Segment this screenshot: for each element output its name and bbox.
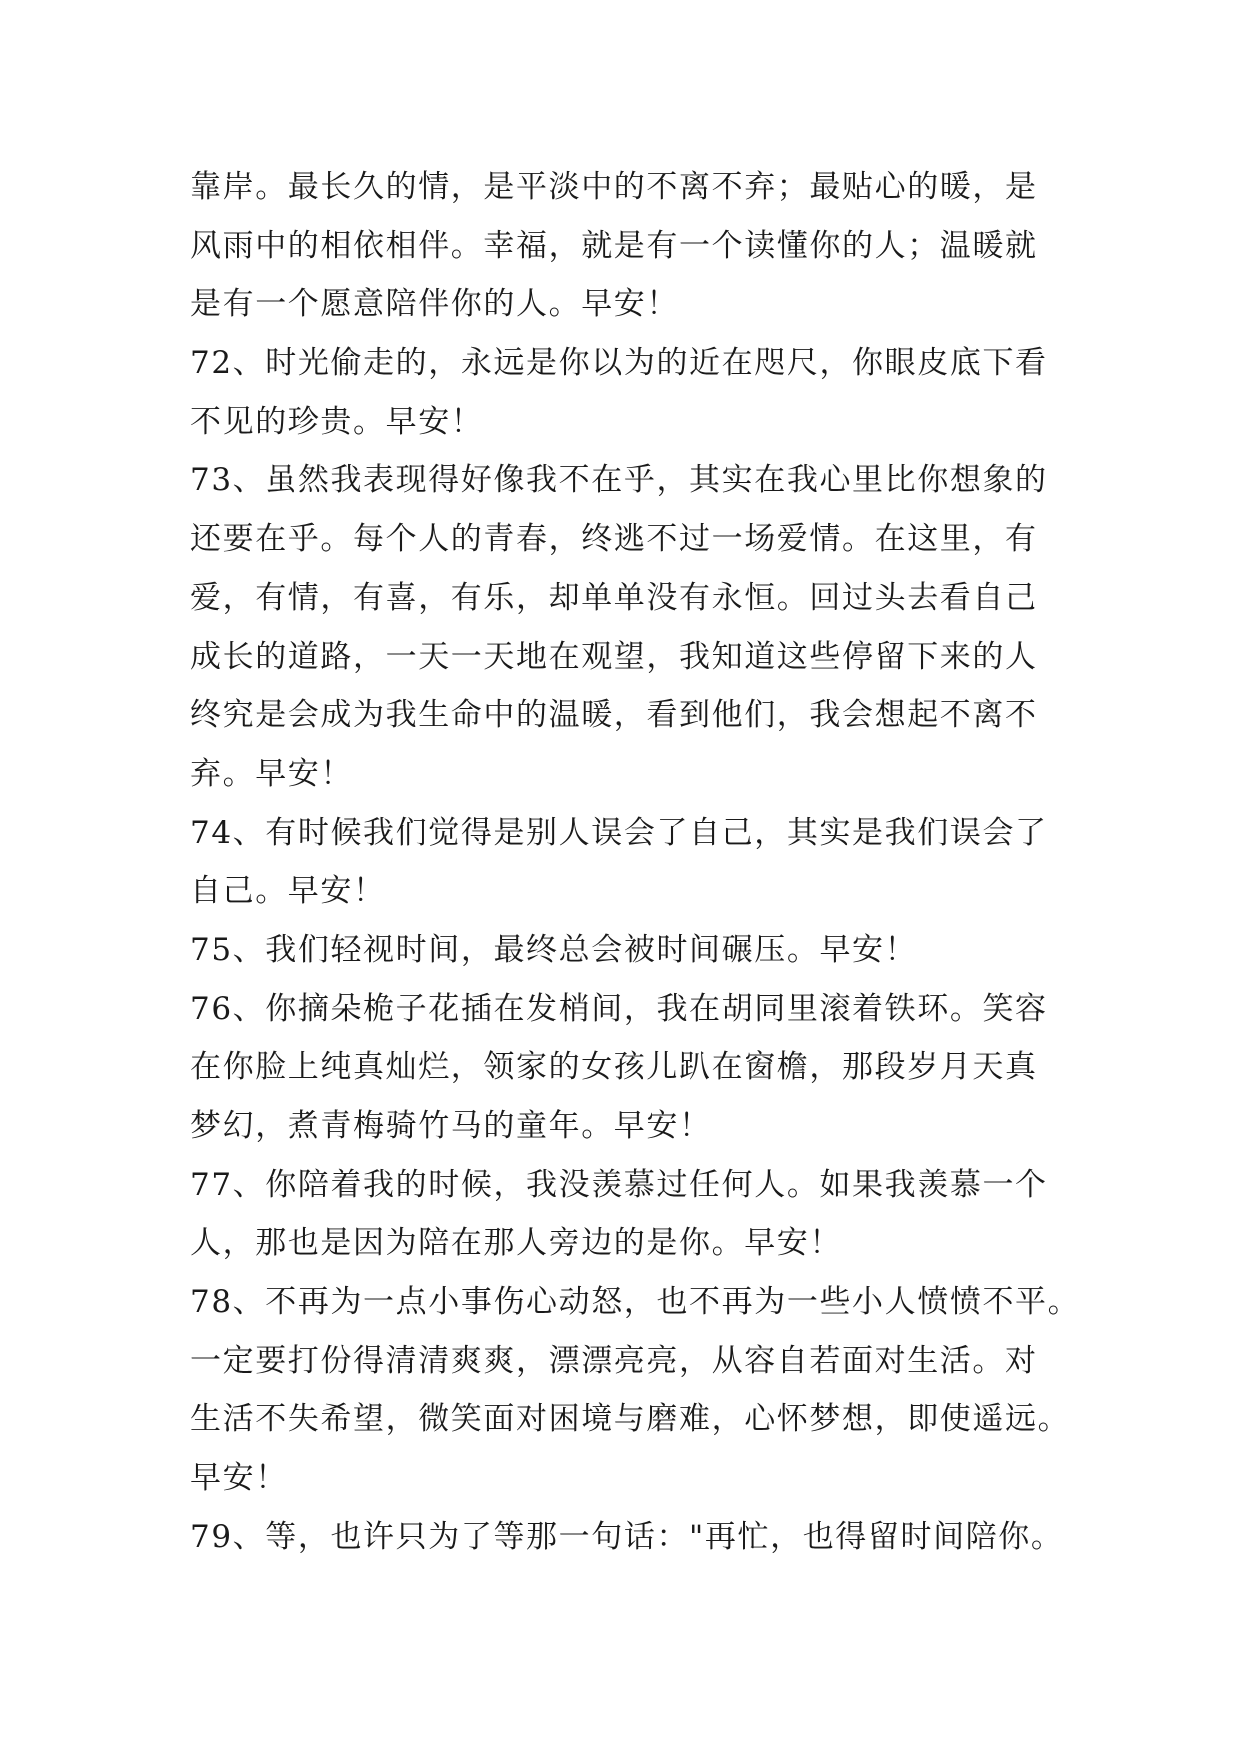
body-text	[190, 158, 1081, 1567]
text-line: 终究是会成为我生命中的温暖，看到他们，我会想起不离不	[190, 697, 1038, 734]
text-line: 梦幻，煮青梅骑竹马的童年。早安！	[190, 1108, 712, 1144]
text-line: 不见的珍贵。早安！	[190, 403, 484, 440]
text-line: 自己。早安！	[190, 873, 386, 910]
text-line: 在你脸上纯真灿烂，领家的女孩儿趴在窗檐，那段岁月天真	[190, 1049, 1038, 1086]
text-line: 77、你陪着我的时候，我没羡慕过任何人。如果我羡慕一个	[190, 1166, 1048, 1203]
text-line: 72、时光偷走的，永远是你以为的近在咫尺，你眼皮底下看	[190, 345, 1048, 382]
text-line: 73、虽然我表现得好像我不在乎，其实在我心里比你想象的	[190, 462, 1048, 499]
text-line: 是有一个愿意陪伴你的人。早安！	[190, 286, 679, 323]
text-line: 爱，有情，有喜，有乐，却单单没有永恒。回过头去看自己	[190, 579, 1038, 616]
text-line: 成长的道路，一天一天地在观望，我知道这些停留下来的人	[190, 638, 1038, 675]
text-line: 早安！	[190, 1460, 288, 1497]
text-line: 生活不失希望，微笑面对困境与磨难，心怀梦想，即使遥远。	[190, 1401, 1071, 1438]
text-line: 一定要打份得清清爽爽，漂漂亮亮，从容自若面对生活。对	[190, 1342, 1038, 1379]
text-line: 74、有时候我们觉得是别人误会了自己，其实是我们误会了	[190, 814, 1048, 851]
text-line: 79、等，也许只为了等那一句话："再忙，也得留时间陪你。	[190, 1518, 1064, 1555]
text-line: 弃。早安！	[190, 755, 353, 792]
text-line: 还要在乎。每个人的青春，终逃不过一场爱情。在这里，有	[190, 521, 1038, 558]
text-line: 75、我们轻视时间，最终总会被时间碾压。早安！	[190, 931, 918, 968]
text-line: 靠岸。最长久的情，是平淡中的不离不弃；最贴心的暖，是	[190, 169, 1038, 205]
text-line: 人，那也是因为陪在那人旁边的是你。早安！	[190, 1225, 842, 1262]
text-line: 风雨中的相依相伴。幸福，就是有一个读懂你的人；温暖就	[190, 227, 1038, 264]
text-line: 76、你摘朵桅子花插在发梢间，我在胡同里滚着铁环。笑容	[190, 990, 1048, 1027]
text-line: 78、不再为一点小事伤心动怒，也不再为一些小人愤愤不平。	[190, 1284, 1081, 1321]
